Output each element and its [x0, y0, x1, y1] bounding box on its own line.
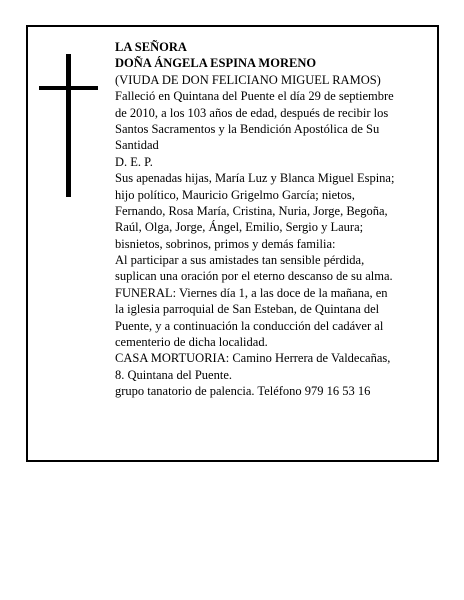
obituary-notice	[26, 25, 439, 462]
obituary-text	[115, 39, 433, 400]
text-line: Santos Sacramentos y la Bendición Apostólica de Su	[115, 121, 380, 136]
text-line: 8. Quintana del Puente.	[115, 367, 232, 382]
text-line: Al participar a sus amistades tan sensible pérdida,	[115, 253, 365, 268]
cross-horizontal-bar	[39, 86, 98, 90]
text-line: Santidad	[115, 138, 159, 153]
text-line: Sus apenadas hijas, María Luz y Blanca Miguel Espina;	[115, 171, 395, 186]
mortuary-line: CASA MORTUORIA: Camino Herrera de Valdecañas,	[115, 351, 391, 366]
text-line: bisnietos, sobrinos, primos y demás familia:	[115, 236, 336, 251]
widow-subtitle: (VIUDA DE DON FELICIANO MIGUEL RAMOS)	[115, 72, 381, 87]
text-line: de 2010, a los 103 años de edad, después de recibir los	[115, 105, 389, 120]
text-line: Raúl, Olga, Jorge, Ángel, Emilio, Sergio y Laura;	[115, 220, 364, 235]
deceased-name: DOÑA ÁNGELA ESPINA MORENO	[115, 56, 317, 71]
contact-line: grupo tanatorio de palencia. Teléfono 979 16 53 16	[115, 384, 371, 399]
rip-text: D. E. P.	[115, 154, 153, 169]
text-line: suplican una oración por el eterno descanso de su alma.	[115, 269, 393, 284]
text-line: cementerio de dicha localidad.	[115, 335, 268, 350]
text-line: Puente, y a continuación la conducción del cadáver al	[115, 318, 384, 333]
funeral-line: FUNERAL: Viernes día 1, a las doce de la mañana, en	[115, 285, 388, 300]
notice-title: LA SEÑORA	[115, 40, 187, 54]
cross-vertical-bar	[66, 54, 71, 197]
text-line: Fernando, Rosa María, Cristina, Nuria, Jorge, Begoña,	[115, 203, 388, 218]
text-line: Falleció en Quintana del Puente el día 29 de septiembre	[115, 89, 394, 104]
text-line: la iglesia parroquial de San Esteban, de Quintana del	[115, 302, 380, 317]
text-line: hijo político, Mauricio Grigelmo García; nietos,	[115, 187, 355, 202]
